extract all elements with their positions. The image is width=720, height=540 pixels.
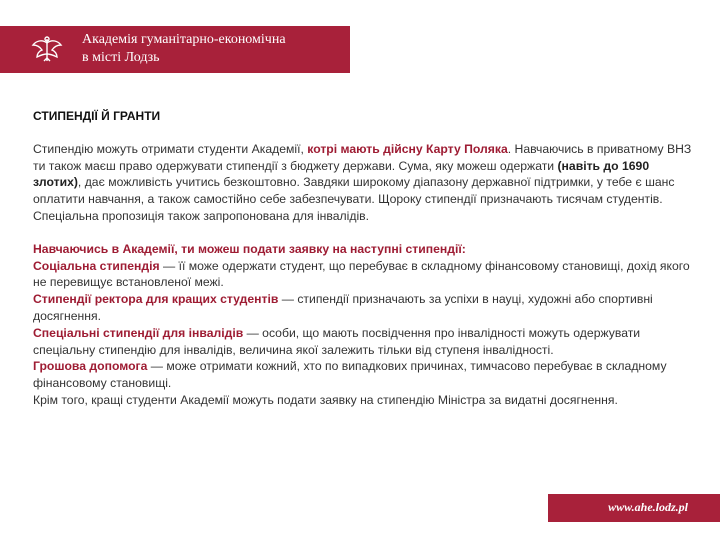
list-heading: Навчаючись в Академії, ти можеш подати заявку на наступні стипендії: [33,241,466,256]
intro-text-1: Стипендію можуть отримати студенти Академії, [33,141,308,156]
intro-text-3: , дає можливість учитись безкоштовно. Завдяки широкому діапазону державної підтримки, у тебе є шанс оплатити навчання, а також самостійно себе забезпечувати. Щороку стипендії призначають тисячам студентів. Спеціальна пропозиція також запропонована для інвалідів. [33,175,675,223]
intro-bold-1: котрі мають дійсну Карту Поляка [307,141,508,156]
list-item-text: — особи, що мають посвідчення про інвалідності можуть одержувати спеціальну стипендію для інвалідів, величина якої залежить тільки від ступеня інвалідності. [33,325,641,357]
header-title-line1: Академія гуманітарно-економічна [82,32,286,47]
header-bar [0,26,350,73]
header-title-line2: в місті Лодзь [82,50,160,65]
header-title [82,31,286,67]
list-item-title: Грошова допомога [33,359,148,374]
main-content [33,108,695,409]
intro-paragraph [33,141,695,225]
list-item-text: — може отримати кожний, хто по випадкових причинах, тимчасово перебуває в складному фінансовому становищі. [33,359,667,391]
eagle-crest-icon [30,33,64,67]
closing-text: Крім того, кращі студенти Академії можуть подати заявку на стипендію Міністра за видатні досягнення. [33,392,618,407]
section-title: СТИПЕНДІЇ Й ГРАНТИ [33,109,161,123]
footer-bar [548,494,720,522]
list-item-text: — стипендії призначають за успіхи в науці, художні або спортивні досягнення. [33,292,653,323]
list-item-title: Спеціальні стипендії для інвалідів [33,325,244,340]
list-item-text: — її може одержати студент, що перебуває в складному фінансовому становищі, дохід якого не перевищує встановленої межі. [33,258,690,290]
scholarships-list [33,241,695,409]
intro-text-2: . Навчаючись в приватному ВНЗ ти також маєш право одержувати стипендії з бюджету держави. Сума, яку можеш одержати [33,141,692,173]
list-item-title: Соціальна стипендія [33,258,160,273]
footer-url-link[interactable]: www.ahe.lodz.pl [608,500,688,514]
list-item-title: Стипендії ректора для кращих студентів [33,292,279,307]
intro-bold-2: (навіть до 1690 злотих) [33,158,650,190]
